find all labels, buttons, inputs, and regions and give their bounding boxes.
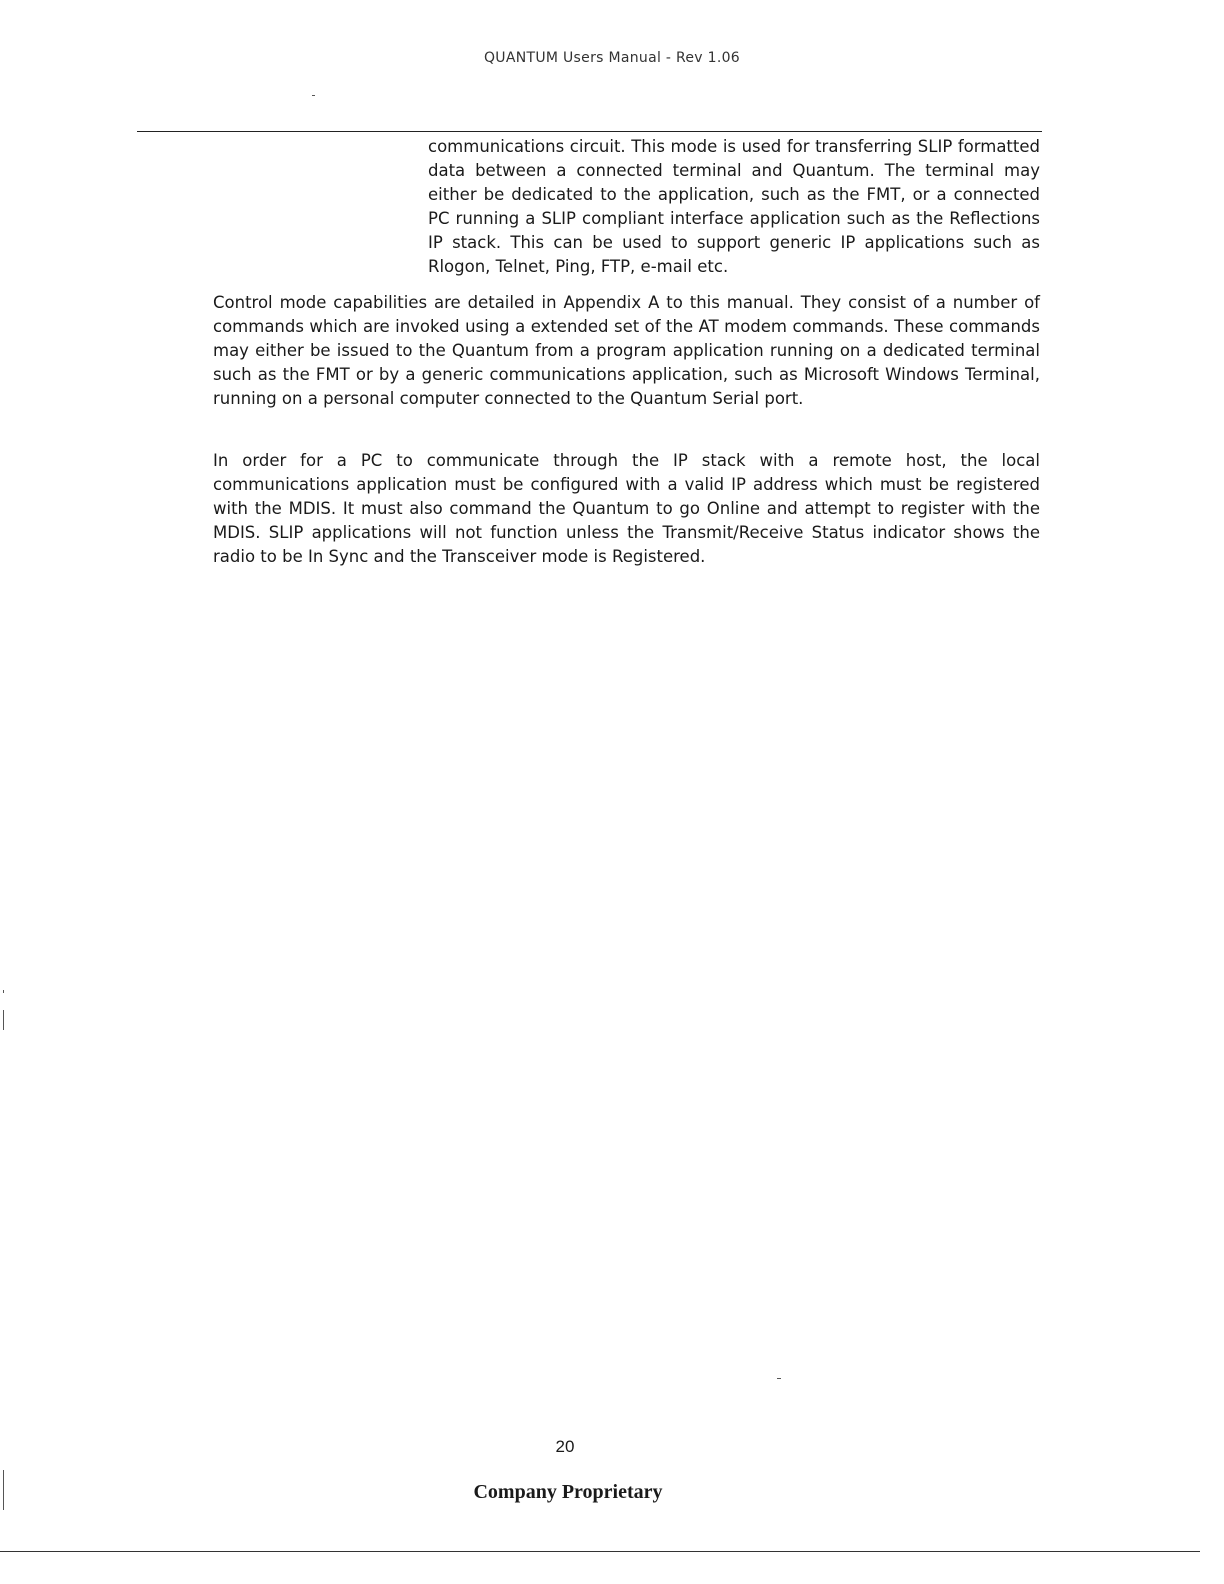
page-number: 20	[555, 1437, 575, 1456]
scan-speck	[312, 95, 315, 96]
scan-speck	[777, 1378, 781, 1379]
body-paragraph-control-mode: Control mode capabilities are detailed in Appendix A to this manual. They consist of a number of commands which are invoked using a extended set of the AT modem commands. These commands may either be issued to the Quantum from a program application running on a dedicated terminal such as the FMT or by a generic communications application, such as Microsoft Windows Terminal, running on a personal computer connected to the Quantum Serial port.	[213, 293, 1040, 408]
scan-speck	[3, 990, 4, 993]
indented-paragraph: communications circuit. This mode is used for transferring SLIP formatted data between a connected terminal and Quantum. The terminal may either be dedicated to the application, such as the FMT, or a connected PC running a SLIP compliant interface application such as the Reflections IP stack. This can be used to support generic IP applications such as Rlogon, Telnet, Ping, FTP, e-mail etc.	[428, 137, 1040, 276]
running-header: QUANTUM Users Manual - Rev 1.06	[483, 50, 741, 66]
footer-label: Company Proprietary	[473, 1481, 663, 1503]
scan-speck	[3, 1010, 4, 1030]
header-rule	[137, 131, 1042, 132]
footer-rule	[0, 1551, 1200, 1552]
scan-speck	[3, 1470, 4, 1510]
body-paragraph-ip-stack: In order for a PC to communicate through the IP stack with a remote host, the local communications application must be configured with a valid IP address which must be registered with the MDIS. It must also command the Quantum to go Online and attempt to register with the MDIS. SLIP applications will not function unless the Transmit/Receive Status indicator shows the radio to be In Sync and the Transceiver mode is Registered.	[213, 451, 1040, 566]
